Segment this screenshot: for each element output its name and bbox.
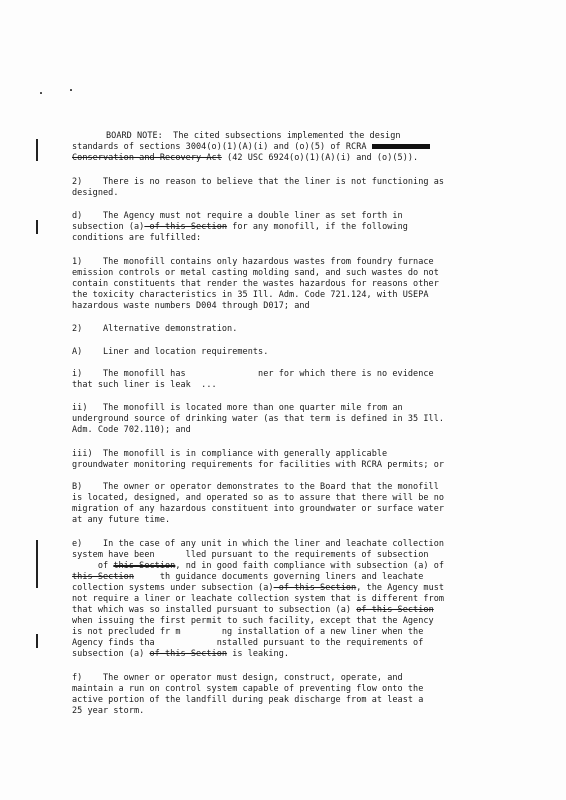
item-iii-line-2: groundwater monitoring requirements for facilities with RCRA permits; or	[72, 460, 445, 470]
item-B-line-4: at any future time.	[72, 515, 171, 525]
item-d-line-3: conditions are fulfilled:	[72, 233, 202, 243]
item-f-line-2: maintain a run on control system capable of preventing flow onto the	[72, 684, 424, 694]
item-1-line-1: 1) The monofill contains only hazardous wastes from foundry furnace	[72, 257, 434, 267]
redaction-mark	[372, 144, 430, 149]
struck-text: of this Section	[149, 649, 228, 659]
item-A-heading: A) Liner and location requirements.	[72, 347, 269, 357]
item-i-line-1: i) The monofill has ner for which there is no evidence	[72, 369, 434, 379]
item-e-line-11: subsection (a) of this Section is leaking.	[72, 649, 290, 659]
scan-speck	[40, 92, 42, 94]
board-note-line-3: Conservation and Recovery Act (42 USC 6924(o)(1)(A)(i) and (o)(5)).	[72, 153, 419, 163]
struck-text: of this Section	[273, 583, 357, 593]
item-e-line-4: this Section th guidance documents governing liners and leachate	[72, 572, 424, 582]
item-e-line-10: Agency finds tha nstalled pursuant to the requirements of	[72, 638, 424, 648]
scan-speck	[70, 89, 72, 91]
item-e-line-8: when issuing the first permit to such facility, except that the Agency	[72, 616, 434, 626]
struck-text: Conservation and Recovery Act	[72, 153, 222, 163]
struck-text: of this Section	[144, 222, 228, 232]
item-iii-line-1: iii) The monofill is in compliance with generally applicable	[72, 449, 388, 459]
item-i-line-2: that such liner is leak ...	[72, 380, 217, 390]
item-ii-line-3: Adm. Code 702.110); and	[72, 425, 191, 435]
item-f-line-3: active portion of the landfill during peak discharge from at least a	[72, 695, 424, 705]
item-ii-line-1: ii) The monofill is located more than one quarter mile from an	[72, 403, 403, 413]
item-f-line-4: 25 year storm.	[72, 706, 145, 716]
item-d-line-1: d) The Agency must not require a double liner as set forth in	[72, 211, 403, 221]
item-e-line-2: system have been lled pursuant to the requirements of subsection	[72, 550, 429, 560]
item-B-line-2: is located, designed, and operated so as to assure that there will be no	[72, 493, 445, 503]
change-bar	[36, 139, 38, 161]
item-e-line-1: e) In the case of any unit in which the liner and leachate collection	[72, 539, 445, 549]
item-B-line-1: B) The owner or operator demonstrates to the Board that the monofill	[72, 482, 439, 492]
item-1-line-4: the toxicity characteristics in 35 Ill. Adm. Code 721.124, with USEPA	[72, 290, 429, 300]
item-ii-line-2: underground source of drinking water (as that term is defined in 35 Ill.	[72, 414, 445, 424]
item-1-line-3: contain constituents that render the wastes hazardous for reasons other	[72, 279, 439, 289]
item-1-line-2: emission controls or metal casting molding sand, and such wastes do not	[72, 268, 439, 278]
item-f-line-1: f) The owner or operator must design, construct, operate, and	[72, 673, 403, 683]
struck-text: this Section	[72, 572, 135, 582]
item-2-line-2: designed.	[72, 188, 119, 198]
change-bar	[36, 220, 38, 234]
item-e-line-6: not require a liner or leachate collection system that is different from	[72, 594, 445, 604]
item-2-line-1: 2) There is no reason to believe that the liner is not functioning as	[72, 177, 445, 187]
item-1-line-5: hazardous waste numbers D004 through D017; and	[72, 301, 310, 311]
struck-text: this Section	[113, 561, 176, 571]
item-e-line-9: is not precluded fr m ng installation of a new liner when the	[72, 627, 424, 637]
item-2-alternative: 2) Alternative demonstration.	[72, 324, 238, 334]
item-e-line-7: that which was so installed pursuant to subsection (a) of this Section	[72, 605, 434, 615]
change-bar	[36, 540, 38, 588]
item-B-line-3: migration of any hazardous constituent into groundwater or surface water	[72, 504, 445, 514]
item-e-line-3: of this Section, nd in good faith compliance with subsection (a) of	[72, 561, 445, 571]
change-bar	[36, 634, 38, 648]
board-note-line-1: BOARD NOTE: The cited subsections implemented the design	[106, 131, 401, 141]
board-note-line-2: standards of sections 3004(o)(1)(A)(i) and (o)(5) of RCRA	[72, 142, 430, 152]
item-e-line-5: collection systems under subsection (a) of this Section, the Agency must	[72, 583, 445, 593]
item-d-line-2: subsection (a) of this Section for any monofill, if the following	[72, 222, 408, 232]
struck-text: of this Section	[356, 605, 434, 615]
